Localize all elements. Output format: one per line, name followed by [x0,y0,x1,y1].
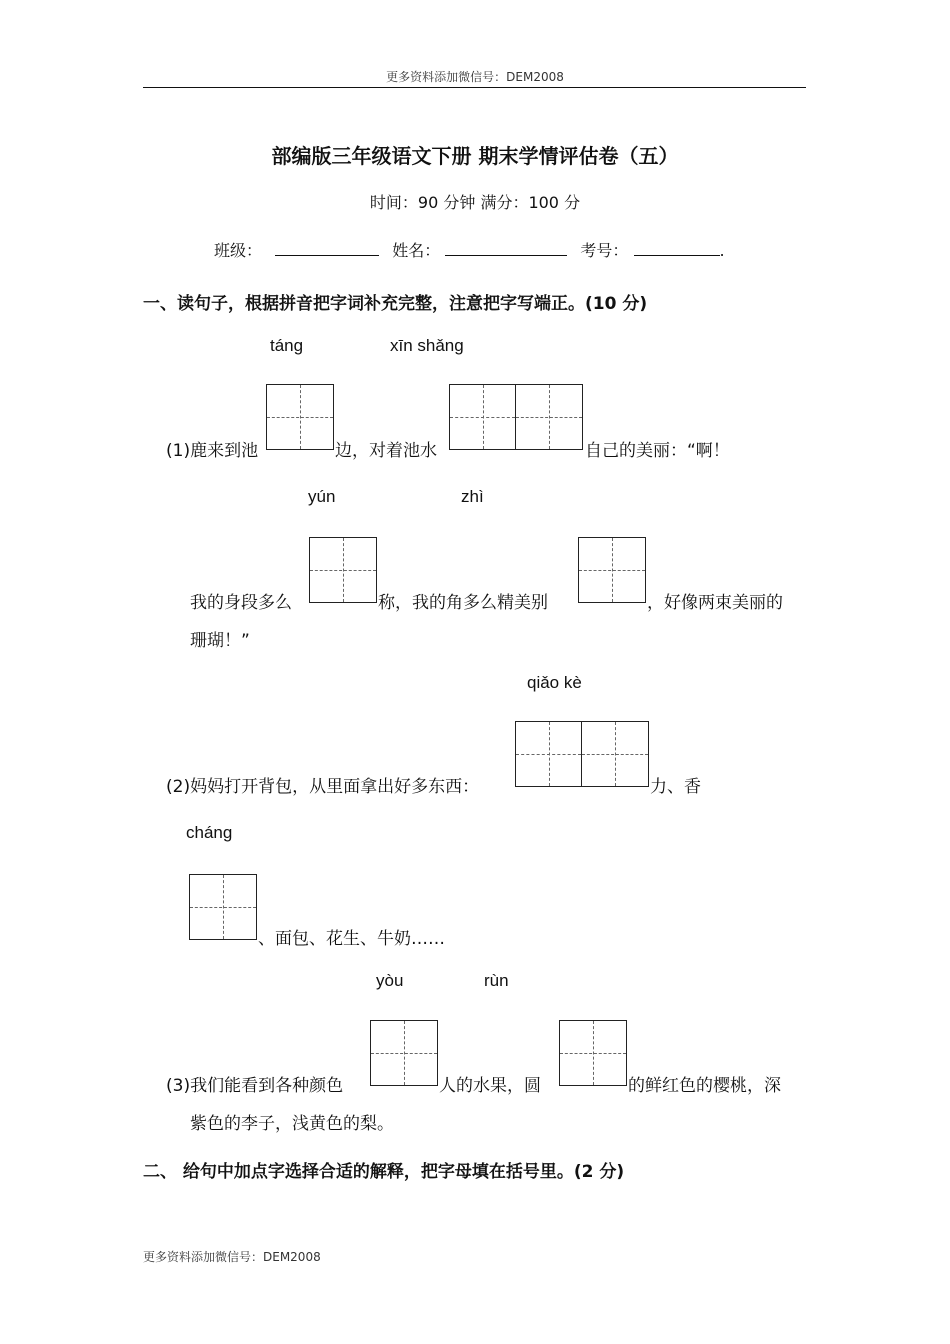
q1-text-b: 边，对着池水 [335,441,437,461]
tian-grid-qiaoke[interactable] [515,721,649,787]
exam-time-score: 时间：90 分钟 满分：100 分 [369,193,581,212]
tian-grid-run[interactable] [559,1020,627,1086]
number-label: 考号： [580,241,629,260]
pinyin-chang: cháng [186,823,233,842]
tian-grid-chang[interactable] [189,874,257,940]
class-label: 班级： [214,241,263,260]
student-info-line [214,238,725,261]
header-rule [143,87,806,88]
page-title: 部编版三年级语文下册 期末学情评估卷（五） [271,144,679,168]
pinyin-you: yòu [376,971,404,990]
q2-text-b: 力、香 [650,777,701,797]
tian-grid-yun[interactable] [309,537,377,603]
q1-text-e: 称，我的角多么精美别 [378,593,548,613]
q1-text-d: 我的身段多么 [190,593,292,613]
pinyin-zhi: zhì [461,487,484,506]
tian-grid-xinshang[interactable] [449,384,583,450]
name-label: 姓名： [392,241,441,260]
q3-text-b: 人的水果，圆 [439,1076,541,1096]
tian-grid-tang[interactable] [266,384,334,450]
pinyin-yun: yún [308,487,336,506]
name-blank[interactable] [445,241,567,256]
q3-text-d: 紫色的李子，浅黄色的梨。 [190,1114,394,1134]
header-watermark: 更多资料添加微信号：DEM2008 [386,70,564,84]
tian-grid-you[interactable] [370,1020,438,1086]
section2-heading: 二、 给句中加点字选择合适的解释，把字母填在括号里。(2 分) [143,1162,625,1182]
end-mark: . [719,241,725,260]
q2-text-c: 、面包、花生、牛奶…… [258,929,445,949]
class-blank[interactable] [275,241,379,256]
tian-grid-zhi[interactable] [578,537,646,603]
q1-text-a: (1)鹿来到池 [166,441,259,461]
q1-text-g: 珊瑚！” [190,631,250,651]
section1-heading: 一、读句子，根据拼音把字词补充完整，注意把字写端正。(10 分) [143,294,648,314]
pinyin-run: rùn [484,971,509,990]
pinyin-qiaoke: qiǎo kè [527,673,582,692]
q1-text-c: 自己的美丽：“啊！ [585,441,730,461]
q2-text-a: (2)妈妈打开背包，从里面拿出好多东西： [166,777,480,797]
q1-text-f: ，好像两束美丽的 [647,593,783,613]
q3-text-a: (3)我们能看到各种颜色 [166,1076,344,1096]
footer-watermark: 更多资料添加微信号：DEM2008 [143,1250,321,1264]
q3-text-c: 的鲜红色的樱桃，深 [628,1076,781,1096]
pinyin-xinshang: xīn shǎng [390,336,464,355]
pinyin-tang: táng [270,336,304,355]
number-blank[interactable] [634,241,720,256]
